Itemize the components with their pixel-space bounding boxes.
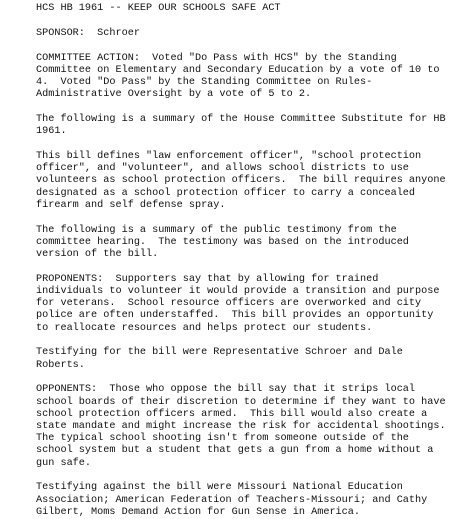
testifying-against-paragraph [36,482,462,519]
paragraph-line: Association; American Federation of Teachers-Missouri; and Cathy [36,494,428,506]
paragraph-line: The typical school shooting isn't from someone outside of the [36,433,409,445]
paragraph-line: to reallocate resources and helps protect our students. [36,322,373,334]
paragraph-line: school boards of their discretion to determine if they want to have [36,396,446,408]
paragraph-line: gun safe. [36,457,92,469]
paragraph-line: officer", and "volunteer", and allows school districts to use [36,163,409,175]
summary-intro-paragraph [36,114,462,138]
paragraph-line: individuals to volunteer it would provide a transition and purpose [36,286,440,298]
paragraph-line: Administrative Oversight by a vote of 5 to 2. [36,89,312,101]
paragraph-line: school protection officers armed. This bill would also create a [36,408,428,420]
bill-summary-paragraph [36,151,462,212]
paragraph-line: school system but a student that gets a gun from a home without a [36,445,434,457]
paragraph-line: PROPONENTS: Supporters say that by allowing for trained [36,273,379,285]
sponsor-line [36,28,462,40]
paragraph-line: The following is a summary of the House Committee Substitute for HB [36,114,446,125]
testifying-for-paragraph [36,347,462,371]
paragraph-line: 1961. [36,126,67,138]
paragraph-line: designated as a school protection officer to carry a concealed [36,187,416,199]
sponsor-text: SPONSOR: Schroer [36,27,140,39]
bill-title-text: HCS HB 1961 -- KEEP OUR SCHOOLS SAFE ACT [36,3,281,14]
paragraph-line: Testifying for the bill were Representative Schroer and Dale [36,347,403,359]
paragraph-line: police are often understaffed. This bill provides an opportunity [36,310,434,322]
paragraph-line: Roberts. [36,359,85,371]
paragraph-line: firearm and self defense spray. [36,199,226,211]
paragraph-line: version of the bill. [36,249,159,261]
opponents-paragraph [36,384,462,469]
paragraph-line: committee hearing. The testimony was based on the introduced [36,236,409,248]
testimony-intro-paragraph [36,225,462,262]
committee-action-paragraph [36,53,462,102]
proponents-paragraph [36,274,462,335]
paragraph-line: COMMITTEE ACTION: Voted "Do Pass with HCS" by the Standing [36,52,397,64]
paragraph-line: Testifying against the bill were Missouri National Education [36,482,403,494]
paragraph-line: The following is a summary of the public testimony from the [36,224,397,236]
paragraph-line: Gilbert, Moms Demand Action for Gun Sense in America. [36,506,361,518]
paragraph-line: This bill defines "law enforcement officer", "school protection [36,151,422,162]
paragraph-line: OPPONENTS: Those who oppose the bill say that it strips local [36,384,416,396]
paragraph-line: volunteers as school protection officers. The bill requires anyone [36,175,446,187]
paragraph-line: for veterans. School resource officers are overworked and city [36,298,422,310]
paragraph-line: state mandate and might increase the risk for accidental shootings. [36,421,446,433]
paragraph-line: Committee on Elementary and Secondary Education by a vote of 10 to [36,64,440,76]
paragraph-line: 4. Voted "Do Pass" by the Standing Committee on Rules- [36,77,373,88]
bill-title [36,3,462,15]
